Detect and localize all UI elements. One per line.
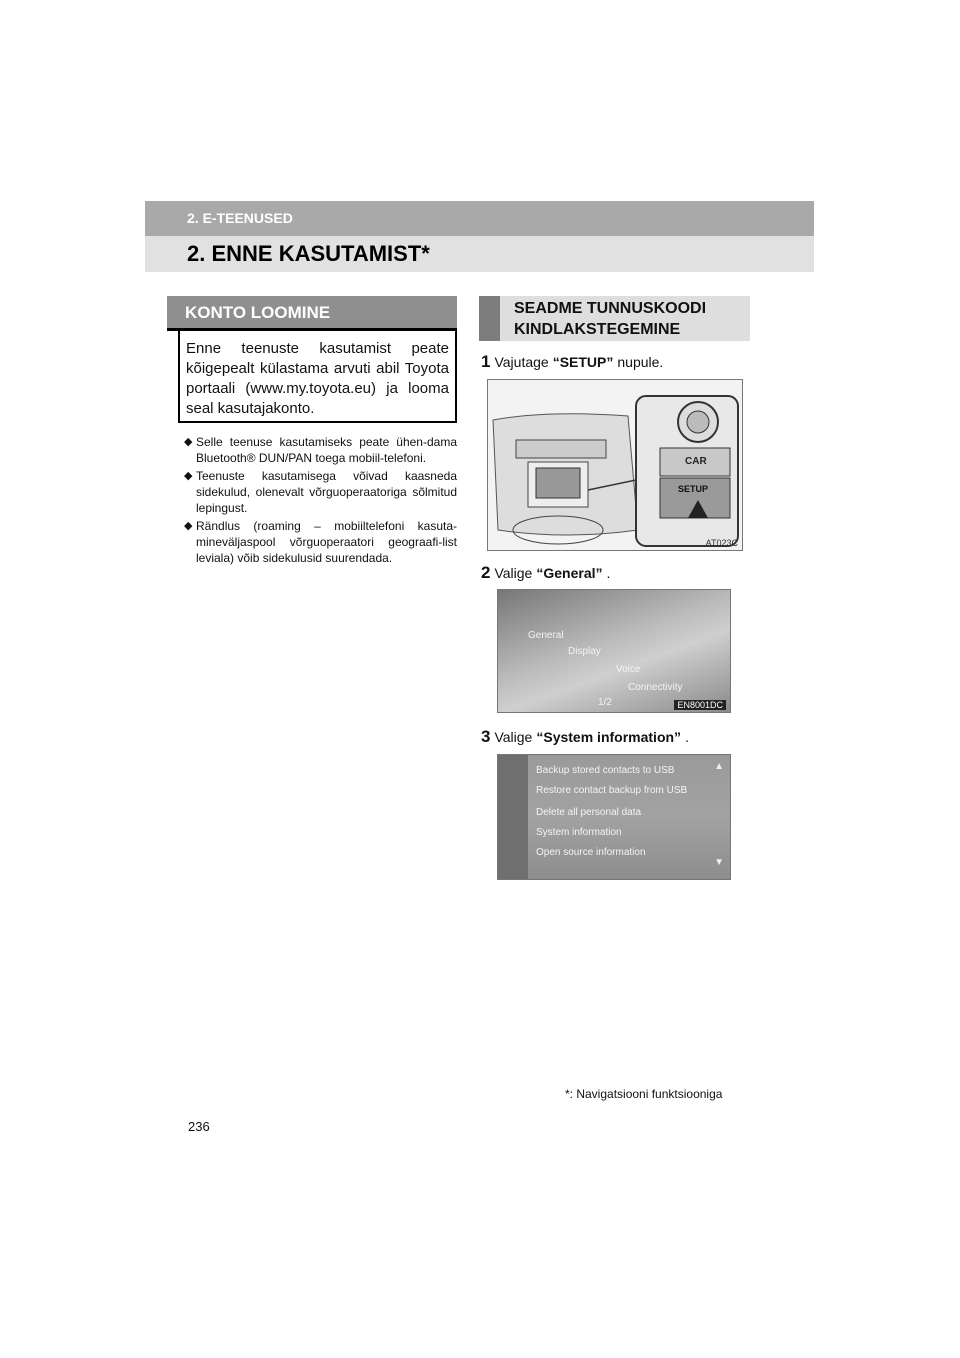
list-item [184,468,457,516]
section-heading-text: KONTO LOOMINE [185,302,331,322]
scroll-up-icon: ▲ [714,761,724,772]
step-text: . [685,729,689,745]
heading-tab [479,296,500,341]
menu-label: System information [536,827,622,838]
step-text: . [606,565,611,581]
section-header-bar [145,201,814,236]
section-label: 2. E-TEENUSED [187,210,293,226]
page-title: 2. ENNE KASUTAMIST* [187,241,430,266]
page-indicator: 1/2 [598,697,612,708]
menu-label: Open source information [536,847,646,858]
figure-code: AT023C [705,538,738,548]
step-text: Valige [494,729,533,745]
section-heading-device-id [479,296,750,341]
menu-label: Backup stored contacts to USB [536,765,675,776]
scroll-down-icon: ▼ [714,857,724,868]
step-number: 1 [481,352,491,371]
setup-label: SETUP [678,484,709,494]
section-heading-text: SEADME TUNNUSKOODI KINDLAKSTEGEMINE [514,299,707,338]
screenshot-list [497,754,731,880]
page-title-bar [145,236,814,272]
menu-label: Display [568,646,601,657]
step-text: Valige [494,565,533,581]
menu-label: Delete all personal data [536,807,642,818]
step-text: Vajutage [494,354,549,370]
list-item [184,434,457,466]
figure-code: EN8001DC [674,700,726,710]
section-heading-account [167,296,457,328]
menu-label: General [528,630,564,641]
diamond-icon: ◆ [184,470,193,482]
diamond-icon: ◆ [184,520,193,532]
step-text: nupule. [617,354,664,370]
step-2 [481,563,610,583]
step-number: 3 [481,727,491,746]
info-box [178,331,457,423]
info-box-text: Enne teenuste kasutamist peate kõigepealt külastama arvuti abil Toyota portaali (www.my.toyota.eu) ja looma seal kasutajakonto. [186,340,449,417]
bullet-text: Teenuste kasutamisega võivad kaasneda sidekulud, olenevalt võrguoperaatoriga sõlmitud lepingust. [196,469,457,515]
step-key: “SETUP” [552,354,614,370]
step-3 [481,727,689,747]
car-label: CAR [685,456,707,467]
screenshot-menu [497,589,731,713]
menu-label: Voice [616,664,641,675]
bullet-list [184,434,457,568]
screen-sidebar [498,755,528,880]
bullet-text: Selle teenuse kasutamiseks peate ühen-dama Bluetooth® DUN/PAN toega mobiil-telefoni. [196,435,457,465]
dashboard-illustration [487,379,743,551]
page-number: 236 [188,1119,210,1134]
list-item [184,518,457,566]
footnote: *: Navigatsiooni funktsiooniga [565,1087,723,1101]
menu-label: Restore contact backup from USB [536,785,688,796]
diamond-icon: ◆ [184,436,193,448]
bullet-text: Rändlus (roaming – mobiiltelefoni kasuta-mineväljaspool võrguoperaatori geograafi-list leviala) võib sidekulusid suurendada. [196,519,457,565]
step-key: “General” [536,565,603,581]
step-number: 2 [481,563,491,582]
step-key: “System information” [536,729,682,745]
menu-label: Connectivity [628,682,683,693]
step-1 [481,352,663,372]
